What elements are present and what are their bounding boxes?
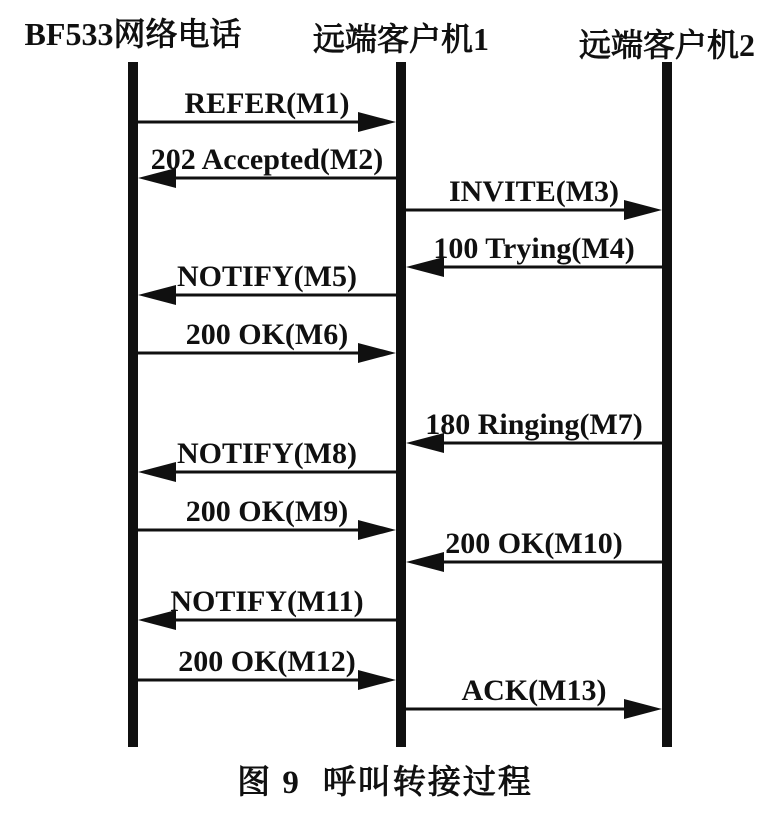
- message-label: NOTIFY(M5): [177, 260, 357, 293]
- message-label: INVITE(M3): [449, 175, 619, 208]
- arrowhead: [138, 462, 176, 482]
- message-200-ok-m6: [138, 318, 396, 363]
- message-invite-m3: [406, 175, 662, 220]
- participant-label-bf533-phone: BF533网络电话: [24, 16, 242, 52]
- arrowhead: [358, 112, 396, 132]
- message-notify-m5: [138, 260, 396, 305]
- message-notify-m11: [138, 585, 396, 630]
- figure-caption-text: 呼叫转接过程: [322, 765, 533, 801]
- arrowhead: [406, 552, 444, 572]
- message-ack-m13: [406, 674, 662, 719]
- message-label: NOTIFY(M8): [177, 437, 357, 470]
- message-200-ok-m10: [406, 527, 662, 572]
- message-202-accepted-m2: [138, 143, 396, 188]
- message-notify-m8: [138, 437, 396, 482]
- message-label: 100 Trying(M4): [433, 232, 635, 265]
- message-label: 200 OK(M6): [185, 318, 349, 351]
- arrowhead: [358, 670, 396, 690]
- participant-label-remote-client-1: 远端客户机1: [312, 21, 490, 57]
- arrowhead: [358, 343, 396, 363]
- message-label: 200 OK(M12): [178, 645, 356, 678]
- message-label: ACK(M13): [461, 674, 607, 707]
- message-180-ringing-m7: [406, 408, 662, 453]
- arrowhead: [358, 520, 396, 540]
- arrowhead: [624, 699, 662, 719]
- arrowhead: [624, 200, 662, 220]
- message-label: 200 OK(M10): [445, 527, 623, 560]
- message-100-trying-m4: [406, 232, 662, 277]
- figure-caption-number: 图 9: [237, 765, 301, 801]
- message-label: 202 Accepted(M2): [150, 143, 384, 176]
- message-label: 200 OK(M9): [185, 495, 349, 528]
- participant-label-remote-client-2: 远端客户机2: [578, 27, 756, 63]
- arrowhead: [138, 285, 176, 305]
- message-refer-m1: [138, 87, 396, 132]
- message-200-ok-m12: [138, 645, 396, 690]
- message-label: REFER(M1): [184, 87, 350, 120]
- figure-caption: [0, 756, 770, 803]
- message-label: 180 Ringing(M7): [425, 408, 643, 441]
- message-200-ok-m9: [138, 495, 396, 540]
- message-label: NOTIFY(M11): [170, 585, 364, 618]
